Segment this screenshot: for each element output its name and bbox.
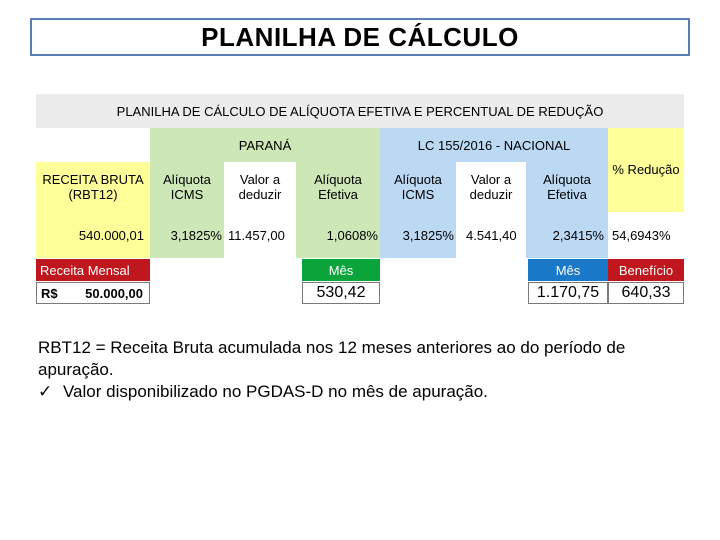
nac-mes-label-text: Mês (555, 262, 581, 278)
value-nac-aliquota-icms (380, 212, 456, 258)
col-header-pr-aliquota-efetiva (296, 162, 380, 212)
group-header-nacional (380, 128, 608, 162)
value-receita-bruta-text: 540.000,01 (78, 227, 144, 243)
reducao-header-top (608, 128, 684, 162)
col-header-pr-valor-deduzir-label: Valor a deduzir (238, 172, 282, 202)
nac-mes-label (528, 259, 608, 281)
pr-mes-value (302, 282, 380, 304)
value-pr-valor-deduzir-text: 11.457,00 (228, 227, 285, 243)
page-title: PLANILHA DE CÁLCULO (30, 18, 690, 56)
beneficio-label (608, 259, 684, 281)
col-header-nac-aliquota-icms (380, 162, 456, 212)
value-nac-valor-deduzir-text: 4.541,40 (466, 227, 517, 243)
beneficio-label-text: Benefício (618, 262, 674, 278)
value-pr-valor-deduzir (224, 212, 296, 258)
group-header-parana-label: PARANÁ (238, 137, 292, 153)
col-header-reducao-label: % Redução (612, 162, 680, 177)
col-header-nac-aliquota-efetiva-label: Alíquota Efetiva (543, 172, 591, 202)
value-reducao-text: 54,6943% (612, 227, 671, 243)
col-header-reducao (608, 162, 684, 212)
col-header-nac-valor-deduzir (456, 162, 526, 212)
value-nac-aliquota-efetiva-text: 2,3415% (552, 227, 604, 243)
nac-mes-value-text: 1.170,75 (536, 284, 600, 301)
beneficio-value (608, 282, 684, 304)
col-header-nac-aliquota-icms-label: Alíquota ICMS (394, 172, 442, 202)
col-header-pr-valor-deduzir (224, 162, 296, 212)
value-nac-aliquota-icms-text: 3,1825% (402, 227, 454, 243)
pr-mes-value-text: 530,42 (316, 284, 366, 301)
value-pr-aliquota-efetiva-text: 1,0608% (326, 227, 378, 243)
note-pgdas-line (38, 381, 688, 403)
col-header-pr-aliquota-icms-label: Alíquota ICMS (163, 172, 211, 202)
value-receita-bruta (36, 212, 150, 258)
col-header-nac-valor-deduzir-label: Valor a deduzir (469, 172, 513, 202)
notes-block (38, 337, 688, 403)
note-pgdas: Valor disponibilizado no PGDAS-D no mês de apuração. (62, 382, 488, 401)
sheet-subtitle: PLANILHA DE CÁLCULO DE ALÍQUOTA EFETIVA E PERCENTUAL DE REDUÇÃO (36, 94, 684, 128)
col-header-receita-bruta (36, 162, 150, 212)
value-pr-aliquota-icms (150, 212, 224, 258)
receita-mensal-currency: R$ (41, 285, 58, 301)
receita-mensal-label-text: Receita Mensal (40, 262, 130, 278)
receita-mensal-amount: 50.000,00 (85, 285, 143, 301)
value-pr-aliquota-icms-text: 3,1825% (170, 227, 222, 243)
nac-mes-value (528, 282, 608, 304)
col-header-nac-aliquota-efetiva (526, 162, 608, 212)
group-header-parana (150, 128, 380, 162)
receita-mensal-value (36, 282, 150, 304)
group-header-nacional-label: LC 155/2016 - NACIONAL (417, 137, 571, 153)
value-nac-valor-deduzir (456, 212, 526, 258)
col-header-receita-bruta-label: RECEITA BRUTA (RBT12) (42, 172, 144, 202)
value-pr-aliquota-efetiva (296, 212, 380, 258)
beneficio-value-text: 640,33 (621, 284, 671, 301)
receita-mensal-label (36, 259, 150, 281)
col-header-pr-aliquota-icms (150, 162, 224, 212)
pr-mes-label-text: Mês (328, 262, 354, 278)
pr-mes-label (302, 259, 380, 281)
col-header-pr-aliquota-efetiva-label: Alíquota Efetiva (314, 172, 362, 202)
check-icon: ✓ (38, 382, 53, 401)
value-nac-aliquota-efetiva (526, 212, 608, 258)
note-rbt12: RBT12 = Receita Bruta acumulada nos 12 meses anteriores ao do período de apuração. (38, 338, 626, 379)
value-reducao (608, 212, 684, 258)
